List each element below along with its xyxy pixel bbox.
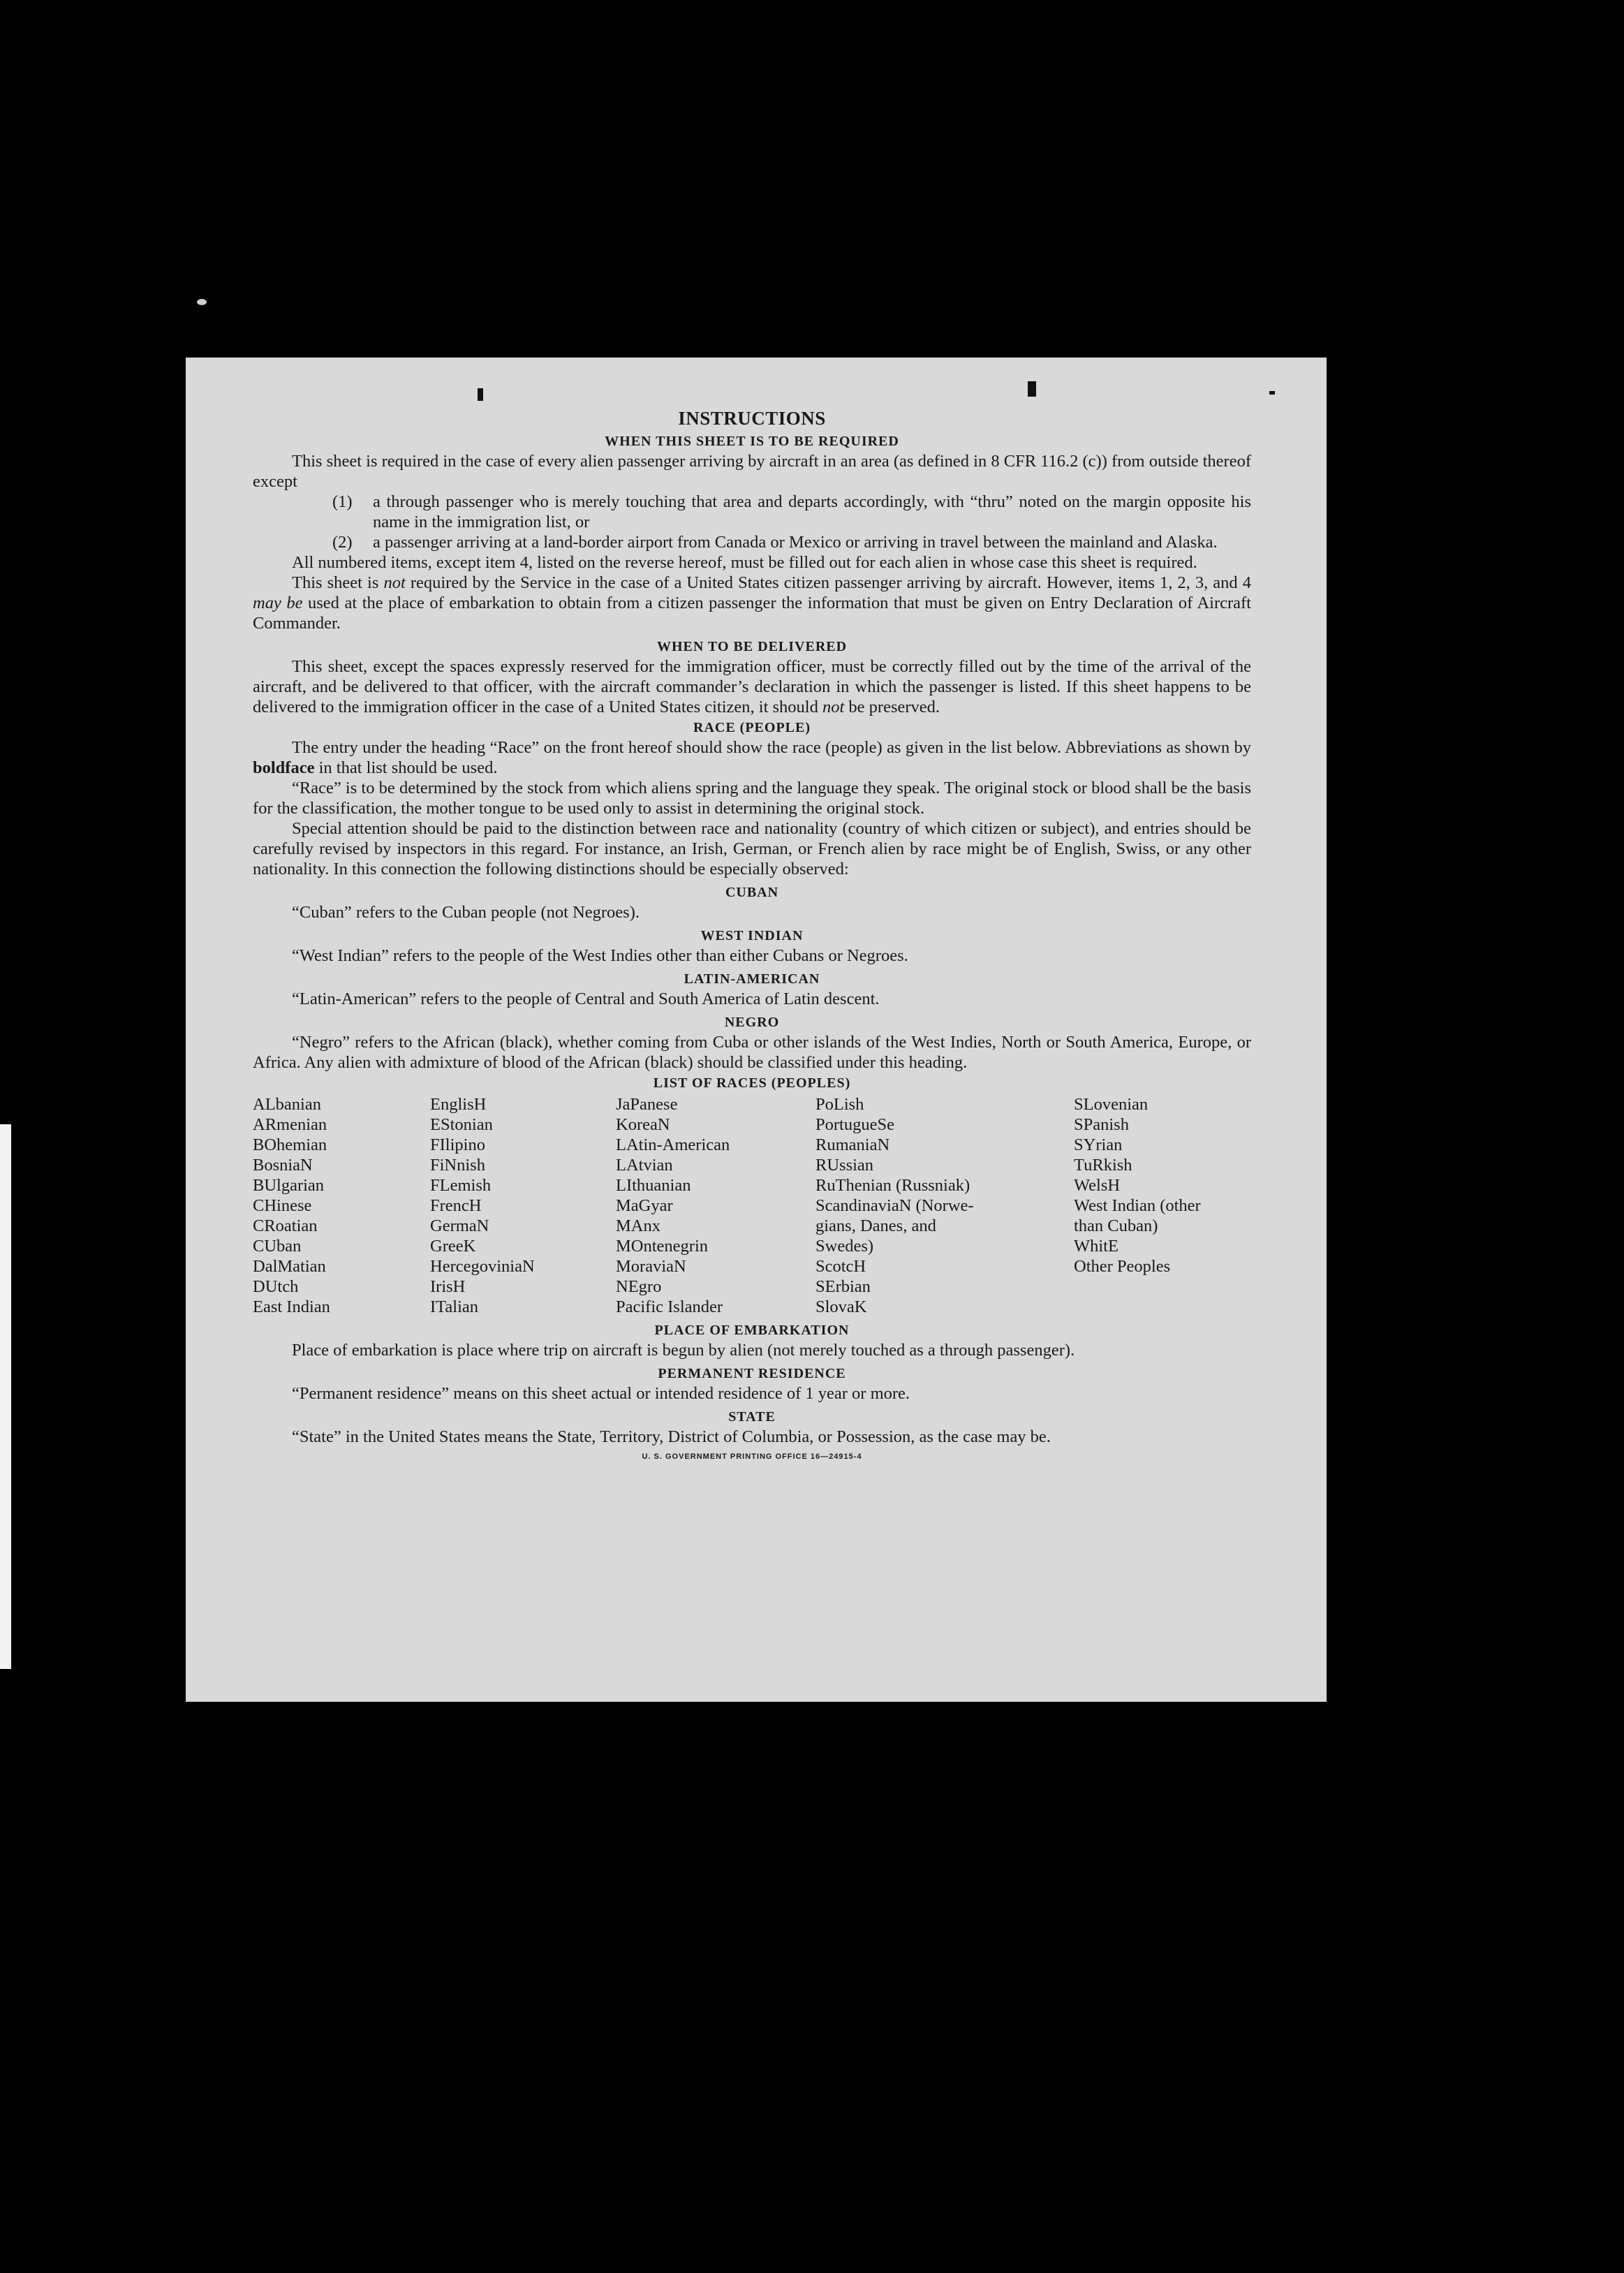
race-entry: ALbanian [253,1095,321,1114]
item-text: a through passenger who is merely touching that area and departs accordingly, with “thru” noted on the margin opposite his name in the immigration list, or [373,492,1251,531]
paragraph: “West Indian” refers to the people of the West Indies other than either Cubans or Negroes. [292,946,908,965]
race-entry: PortugueSe [815,1115,894,1134]
page-title: INSTRUCTIONS [678,408,826,429]
race-entry: ARmenian [253,1115,327,1134]
race-entry: ITalian [430,1297,479,1316]
section-heading: LATIN-AMERICAN [684,971,820,987]
race-entry: BOhemian [253,1135,327,1154]
race-entry: MoraviaN [616,1257,686,1276]
race-entry: RuThenian (Russniak) [815,1176,970,1195]
paragraph: Place of embarkation is place where trip on aircraft is begun by alien (not merely touched as a through passenger). [292,1341,1075,1360]
paragraph [253,656,1251,717]
section-heading: PLACE OF EMBARKATION [654,1323,850,1338]
race-entry: SPanish [1074,1115,1129,1134]
dust-speck [197,299,207,305]
text-run: This sheet, except the spaces expressly reserved for the immigration officer, must be correctly filled out by the time of the arrival of the aircraft, and be delivered to that officer, with the aircraft commander’s declaration in which the passenger is listed. If this sheet happens to be delivered to the immigration officer in the case of a United States citizen, it should [253,657,1251,716]
paragraph: “Cuban” refers to the Cuban people (not Negroes). [292,903,640,922]
scan-edge [0,1124,11,1669]
races-column [815,1094,1074,1317]
race-entry: BUlgarian [253,1176,325,1195]
race-entry: IrisH [430,1277,466,1296]
race-entry: LAtvian [616,1156,673,1175]
race-entry: than Cuban) [1074,1216,1158,1235]
punch-mark [1269,391,1275,395]
race-entry: BosniaN [253,1156,313,1175]
race-entry: East Indian [253,1297,330,1316]
document-page [186,358,1327,1702]
race-entry: LAtin-American [616,1135,730,1154]
races-column [253,1094,430,1317]
item-number: (1) [332,492,353,511]
races-column [1074,1094,1251,1317]
item-number: (2) [332,533,353,552]
paragraph: “State” in the United States means the State, Territory, District of Columbia, or Possession, as the case may be. [292,1427,1051,1446]
text-run: This sheet is [292,573,384,592]
section-heading: RACE (PEOPLE) [693,720,811,735]
race-entry: ScandinaviaN (Norwe- [815,1196,974,1215]
race-entry: ScotcH [815,1257,866,1276]
race-entry: FIlipino [430,1135,485,1154]
race-entry: CRoatian [253,1216,318,1235]
race-entry: MaGyar [616,1196,673,1215]
paragraph: Special attention should be paid to the distinction between race and nationality (country of which citizen or subject), and entries should be carefully revised by inspectors in this regard. For instance, an Irish, German, or French alien by race might be of English, Swiss, or any other nationality. In this connection the following distinctions should be especially observed: [253,819,1251,878]
race-entry: Pacific Islander [616,1297,723,1316]
race-entry: CUban [253,1237,302,1256]
paragraph: All numbered items, except item 4, listed on the reverse hereof, must be filled out for each alien in whose case this sheet is required. [292,553,1197,572]
races-column [430,1094,616,1317]
bold-text: boldface [253,758,315,777]
instructions-body [253,408,1251,1461]
paragraph [253,737,1251,778]
text-run: used at the place of embarkation to obtain from a citizen passenger the information that must be given on Entry Declaration of Aircraft Commander. [253,594,1251,633]
race-entry: KoreaN [616,1115,670,1134]
emphasis: not [383,573,406,592]
race-entry: DalMatian [253,1257,326,1276]
race-entry: GermaN [430,1216,489,1235]
list-item [332,492,1251,532]
section-heading: WEST INDIAN [700,928,804,943]
paragraph: “Latin-American” refers to the people of Central and South America of Latin descent. [292,990,880,1008]
text-run: be preserved. [844,698,940,716]
race-entry: SYrian [1074,1135,1123,1154]
race-entry: DUtch [253,1277,299,1296]
race-entry: TuRkish [1074,1156,1132,1175]
section-heading: WHEN THIS SHEET IS TO BE REQUIRED [605,434,899,449]
item-text: a passenger arriving at a land-border airport from Canada or Mexico or arriving in travel between the mainland and Alaska. [373,533,1218,552]
race-entry: JaPanese [616,1095,678,1114]
race-entry: CHinese [253,1196,312,1215]
text-run: The entry under the heading “Race” on the front hereof should show the race (people) as given in the list below. Abbreviations as shown by [292,738,1251,757]
race-entry: RUssian [815,1156,874,1175]
paragraph [253,573,1251,633]
race-entry: MAnx [616,1216,660,1235]
section-heading: WHEN TO BE DELIVERED [656,639,848,654]
race-entry: MOntenegrin [616,1237,708,1256]
punch-mark [478,388,483,401]
paragraph: This sheet is required in the case of every alien passenger arriving by aircraft in an area (as defined in 8 CFR 116.2 (c)) from outside thereof except [253,452,1251,491]
text-run: required by the Service in the case of a United States citizen passenger arriving by aircraft. However, items 1, 2, 3, and 4 [405,573,1252,592]
race-entry: gians, Danes, and [815,1216,936,1235]
paragraph: “Negro” refers to the African (black), whether coming from Cuba or other islands of the West Indies, North or South America, Europe, or Africa. Any alien with admixture of blood of the African (black) should be classified under this heading. [253,1033,1251,1072]
section-heading: CUBAN [725,885,779,900]
race-entry: WelsH [1074,1176,1121,1195]
punch-mark [1028,381,1036,397]
race-entry: RumaniaN [815,1135,890,1154]
race-entry: SErbian [815,1277,871,1296]
race-entry: LIthuanian [616,1176,691,1195]
race-entry: EStonian [430,1115,493,1134]
race-entry: PoLish [815,1095,864,1114]
races-column [616,1094,815,1317]
race-entry: FrencH [430,1196,482,1215]
race-entry: SLovenian [1074,1095,1149,1114]
section-heading: NEGRO [724,1015,780,1030]
race-entry: NEgro [616,1277,662,1296]
race-entry: WhitE [1074,1237,1119,1256]
race-entry: West Indian (other [1074,1196,1201,1215]
races-list [253,1094,1251,1317]
list-item [332,532,1251,552]
race-entry: Swedes) [815,1237,874,1256]
race-entry: EnglisH [430,1095,487,1114]
paragraph: “Race” is to be determined by the stock from which aliens spring and the language they speak. The original stock or blood shall be the basis for the classification, the mother tongue to be used only to assist in determining the original stock. [253,779,1251,818]
race-entry: Other Peoples [1074,1257,1171,1276]
section-heading: PERMANENT RESIDENCE [658,1366,846,1381]
race-entry: GreeK [430,1237,476,1256]
section-heading: LIST OF RACES (PEOPLES) [653,1075,851,1091]
printer-imprint: U. S. GOVERNMENT PRINTING OFFICE 16—24915-4 [642,1452,862,1461]
paragraph: “Permanent residence” means on this sheet actual or intended residence of 1 year or more. [292,1384,910,1403]
race-entry: HercegoviniaN [430,1257,535,1276]
race-entry: FLemish [430,1176,492,1195]
section-heading: STATE [728,1409,776,1425]
race-entry: FiNnish [430,1156,485,1175]
emphasis: may be [253,594,303,612]
race-entry: SlovaK [815,1297,867,1316]
text-run: in that list should be used. [314,758,498,777]
emphasis: not [822,698,845,716]
